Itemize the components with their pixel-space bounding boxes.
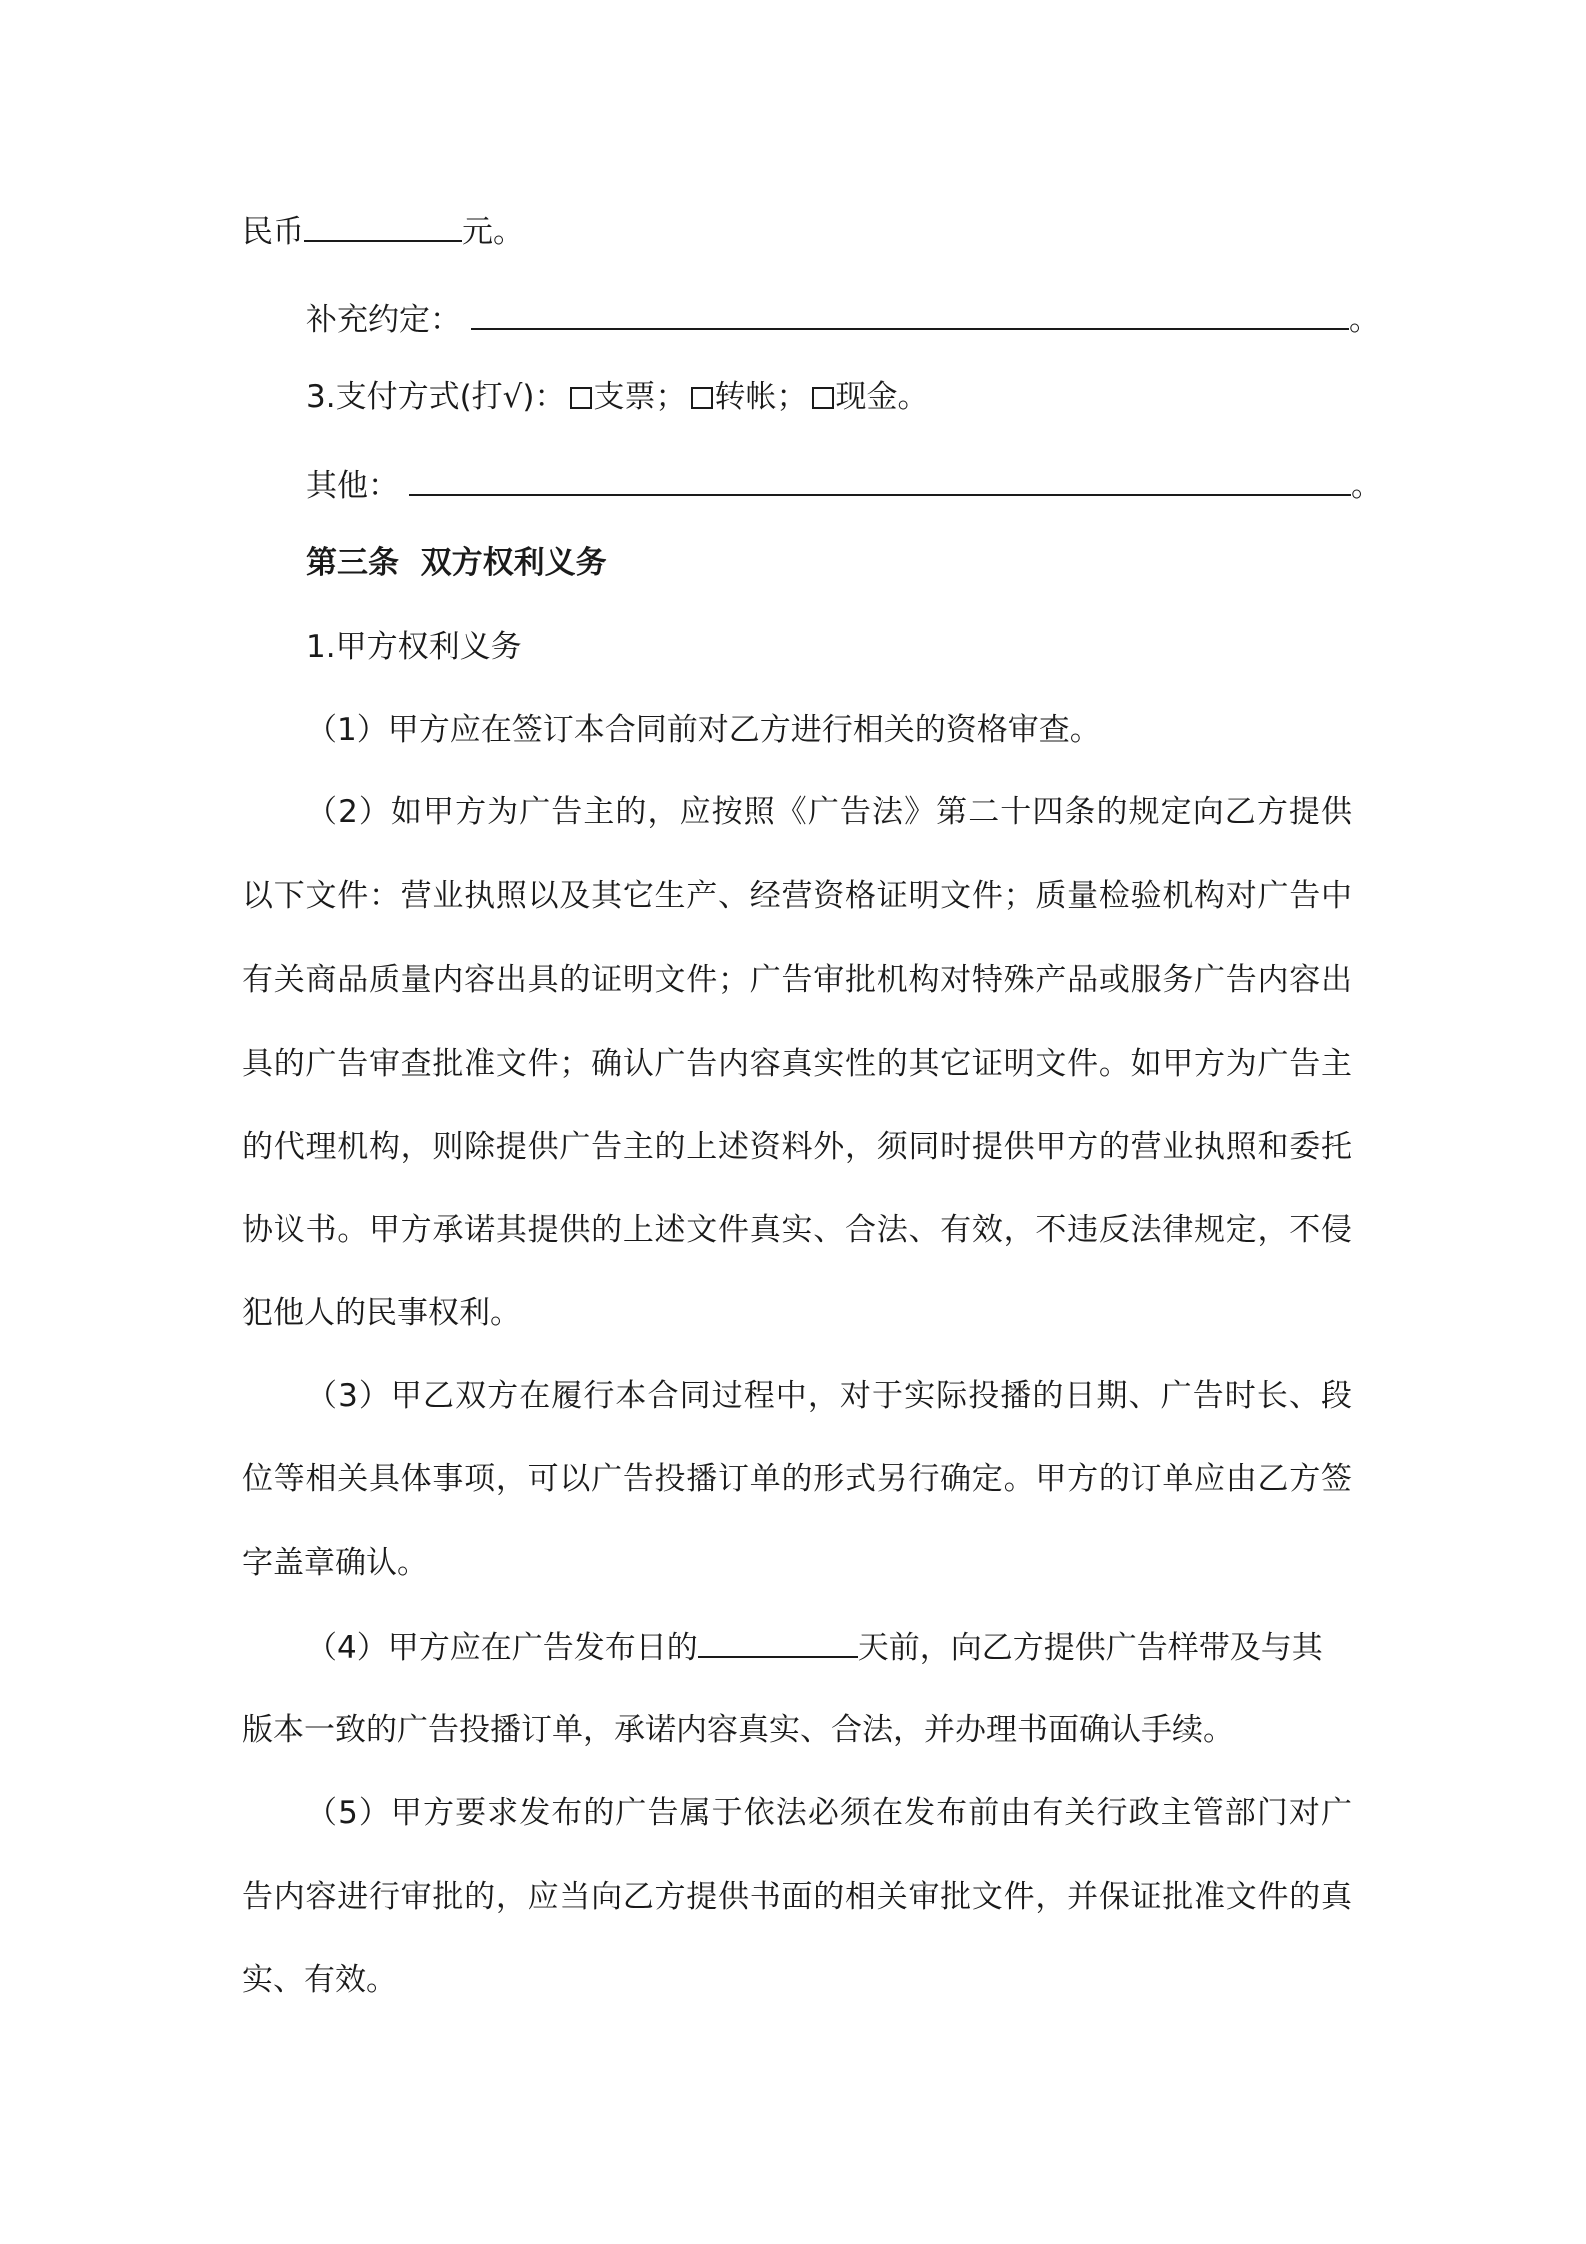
clause-2-text-3: 有关商品质量内容出具的证明文件；广告审批机构对特殊产品或服务广告内容出 xyxy=(242,962,1353,998)
clause-3-text-2: 位等相关具体事项，可以广告投播订单的形式另行确定。甲方的订单应由乙方签 xyxy=(242,1461,1353,1497)
other-blank xyxy=(409,464,1351,496)
clause-5-line-1 xyxy=(306,1793,1352,1833)
supplement-blank xyxy=(471,298,1349,330)
supplement-end: 。 xyxy=(1349,302,1380,338)
clause-2-line-1 xyxy=(306,792,1352,832)
clause-2-text-6: 协议书。甲方承诺其提供的上述文件真实、合法、有效，不违反法律规定，不侵 xyxy=(242,1212,1353,1248)
clause-3-line-1 xyxy=(306,1376,1352,1416)
amount-blank xyxy=(304,210,462,242)
clause-2-text-1: （2）如甲方为广告主的，应按照《广告法》第二十四条的规定向乙方提供 xyxy=(306,794,1354,830)
amount-line xyxy=(242,210,524,252)
clause-2-line-7: 犯他人的民事权利。 xyxy=(242,1295,521,1331)
supplement-line xyxy=(306,298,1380,340)
amount-suffix: 元。 xyxy=(462,214,524,250)
clause-2-text-2: 以下文件：营业执照以及其它生产、经营资格证明文件；质量检验机构对广告中 xyxy=(242,878,1353,914)
clause-4-prefix: （4）甲方应在广告发布日的 xyxy=(306,1630,698,1666)
clause-3-line-3: 字盖章确认。 xyxy=(242,1545,428,1581)
payment-option-transfer: 转帐； xyxy=(714,379,808,415)
checkbox-cheque xyxy=(570,387,592,409)
clause-3-text-1: （3）甲乙双方在履行本合同过程中，对于实际投播的日期、广告时长、段 xyxy=(306,1378,1354,1414)
clause-2-line-3 xyxy=(242,960,1352,1000)
checkbox-transfer xyxy=(691,387,713,409)
payment-option-cash: 现金。 xyxy=(835,379,929,415)
clause-2-line-5 xyxy=(242,1127,1352,1167)
clause-2-line-2 xyxy=(242,876,1352,916)
clause-2-line-4 xyxy=(242,1044,1352,1084)
clause-4-line-2: 版本一致的广告投播订单，承诺内容真实、合法，并办理书面确认手续。 xyxy=(242,1712,1234,1748)
clause-4-line-1 xyxy=(306,1626,1323,1668)
section-1-heading: 1.甲方权利义务 xyxy=(306,629,522,665)
clause-4-suffix: 天前，向乙方提供广告样带及与其 xyxy=(857,1630,1323,1666)
article-3-heading: 第三条 双方权利义务 xyxy=(306,545,607,581)
other-label: 其他： xyxy=(306,468,399,504)
payment-label: 3.支付方式(打√)： xyxy=(306,379,566,415)
clause-5-text-2: 告内容进行审批的，应当向乙方提供书面的相关审批文件，并保证批准文件的真 xyxy=(242,1879,1353,1915)
clause-1: （1）甲方应在签订本合同前对乙方进行相关的资格审查。 xyxy=(306,712,1101,748)
clause-2-text-4: 具的广告审查批准文件；确认广告内容真实性的其它证明文件。如甲方为广告主 xyxy=(242,1046,1353,1082)
clause-2-text-5: 的代理机构，则除提供广告主的上述资料外，须同时提供甲方的营业执照和委托 xyxy=(242,1129,1353,1165)
clause-5-line-3: 实、有效。 xyxy=(242,1962,397,1998)
clause-2-line-6 xyxy=(242,1210,1352,1250)
days-blank xyxy=(698,1626,858,1658)
clause-3-line-2 xyxy=(242,1459,1352,1499)
supplement-label: 补充约定： xyxy=(306,302,461,338)
clause-5-line-2 xyxy=(242,1877,1352,1917)
amount-prefix: 民币 xyxy=(242,214,304,250)
checkbox-cash xyxy=(812,387,834,409)
payment-method-line xyxy=(306,377,929,417)
other-end: 。 xyxy=(1351,468,1382,504)
payment-option-cheque: 支票； xyxy=(593,379,687,415)
other-line xyxy=(306,464,1382,506)
clause-5-text-1: （5）甲方要求发布的广告属于依法必须在发布前由有关行政主管部门对广 xyxy=(306,1795,1354,1831)
